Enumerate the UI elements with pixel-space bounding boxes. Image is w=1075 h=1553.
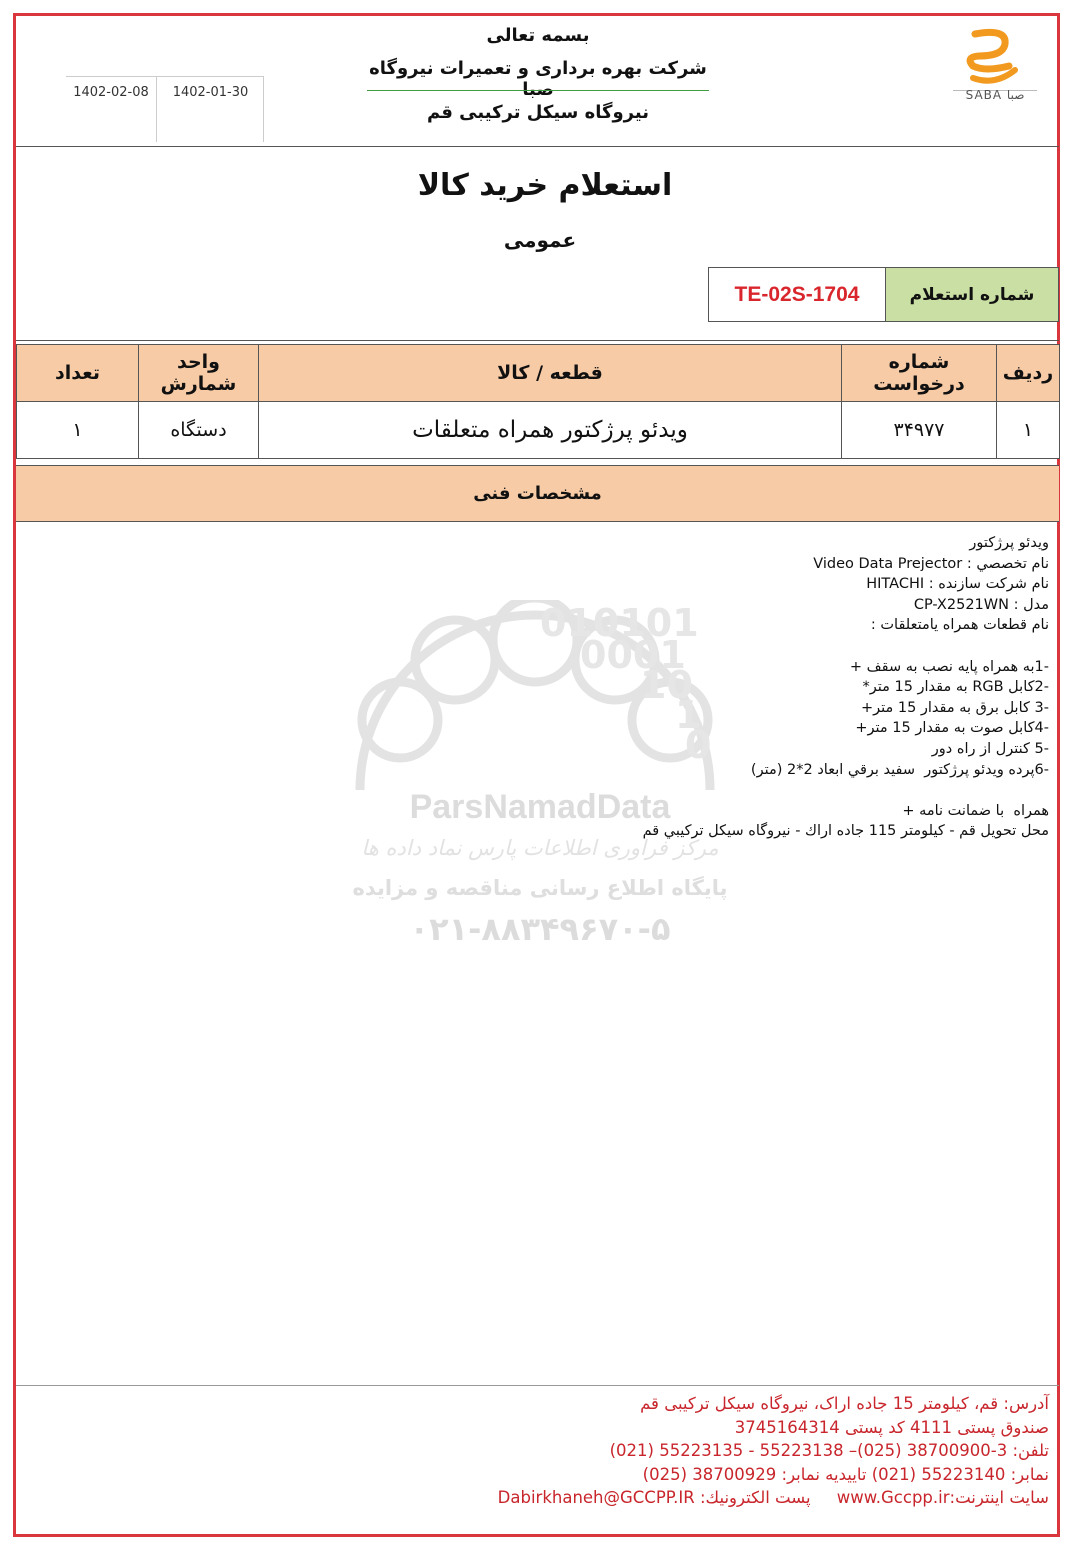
cell-quantity: ۱ xyxy=(17,402,139,459)
footer-postal: صندوق پستی 4111 کد پستی 3745164314 xyxy=(734,1417,1049,1437)
inquiry-number-box xyxy=(708,267,886,322)
bismillah: بسمه تعالی xyxy=(486,25,590,46)
header-unit: واحد شمارش xyxy=(139,345,259,402)
header-quantity: تعداد xyxy=(17,345,139,402)
spec-line: نام شرکت سازنده : HITACHI xyxy=(866,576,1049,593)
specs-body xyxy=(329,533,1049,842)
footer-contact xyxy=(149,1392,1049,1510)
date-2: 1402-02-08 xyxy=(66,76,157,142)
spec-line xyxy=(329,780,1049,801)
watermark-digits-2: 0001 xyxy=(580,633,686,677)
inquiry-number: TE-02S-1704 xyxy=(734,282,860,306)
watermark-phone: ۰۲۱-۸۸۳۴۹۶۷۰-۵ xyxy=(409,910,671,948)
spec-line: -6پرده ویدئو پرژکتور سفید برقي ابعاد 2*2 (متر) xyxy=(750,761,1049,778)
spec-line: نام قطعات همراه یامتعلقات : xyxy=(870,617,1049,634)
spec-line: همراه با ضمانت نامه + xyxy=(902,802,1049,819)
table-header-row xyxy=(17,345,1060,402)
footer-web-email: سایت اینترنت:www.Gccpp.ir پست الکترونیك: Dabirkhaneh@GCCPP.IR xyxy=(497,1488,1049,1507)
items-table xyxy=(16,344,1060,459)
page-title: استعلام خرید کالا xyxy=(417,168,673,203)
spec-line: مدل : CP-X2521WN xyxy=(913,596,1049,613)
plant-name: نیروگاه سیکل ترکیبی قم xyxy=(427,102,649,123)
logo-text: SABA صبا xyxy=(965,88,1025,102)
watermark-line-1: مرکز فراوری اطلاعات پارس نماد داده ها xyxy=(361,836,719,860)
cell-item: ویدئو پرژکتور همراه متعلقات xyxy=(259,402,842,459)
header-item: قطعه / کالا xyxy=(259,345,842,402)
spec-line xyxy=(329,636,1049,657)
spec-line: -1به همراه پایه نصب به سقف + xyxy=(849,658,1049,675)
cell-row-number: ۱ xyxy=(997,402,1060,459)
header-divider xyxy=(16,146,1059,147)
saba-logo xyxy=(945,26,1045,116)
header-request-number: شماره درخواست xyxy=(842,345,997,402)
date-1: 1402-01-30 xyxy=(158,76,264,142)
spec-line: -4کابل صوت به مقدار 15 متر+ xyxy=(855,720,1049,737)
watermark-brand: ParsNamadData xyxy=(409,788,671,826)
watermark-line-2: پایگاه اطلاع رسانی مناقصه و مزایده xyxy=(352,876,728,900)
watermark-digits-1: 010101 xyxy=(540,601,699,645)
footer-phone: تلفن: 3-38700900 (025)– 55223138 - 55223135 (021) xyxy=(609,1441,1049,1460)
header-row-number: ردیف xyxy=(997,345,1060,402)
page-subtitle: عمومی xyxy=(503,228,577,252)
saba-logo-icon xyxy=(945,26,1045,116)
watermark-digits-4: 1 xyxy=(675,693,702,737)
spec-line: -5 کنترل از راه دور xyxy=(931,740,1049,757)
spec-line: ویدئو پرژکتور xyxy=(969,535,1049,551)
header-green-rule xyxy=(367,90,709,91)
table-row xyxy=(17,402,1060,459)
footer-fax: نمابر: 55223140 (021) تاییدیه نمابر: 38700929 (025) xyxy=(642,1464,1049,1484)
spec-line: -2کابل RGB به مقدار 15 متر* xyxy=(862,679,1049,696)
inquiry-label-box xyxy=(885,267,1059,322)
footer-address: آدرس: قم، کیلومتر 15 جاده اراک، نیروگاه سیکل ترکیبی قم xyxy=(640,1394,1049,1413)
cell-request-number: ۳۴۹۷۷ xyxy=(842,402,997,459)
footer-divider xyxy=(16,1385,1059,1386)
spec-line: -3 کابل برق به مقدار 15 متر+ xyxy=(860,699,1049,716)
company-name: شرکت بهره برداری و تعمیرات نیروگاه صبا xyxy=(369,58,707,100)
inquiry-label: شماره استعلام xyxy=(909,284,1035,305)
spec-line: نام تخصصي : Video Data Prejector xyxy=(813,555,1049,572)
specs-heading: مشخصات فنی xyxy=(16,465,1059,522)
cell-unit: دستگاه xyxy=(139,402,259,459)
spec-line: محل تحویل قم - کیلومتر 115 جاده اراك - نیروگاه سیکل ترکیبي قم xyxy=(642,823,1049,840)
title-divider xyxy=(16,340,1059,341)
watermark-digits-3: 10 xyxy=(640,663,693,707)
watermark-digits-5: 0 xyxy=(685,723,712,767)
